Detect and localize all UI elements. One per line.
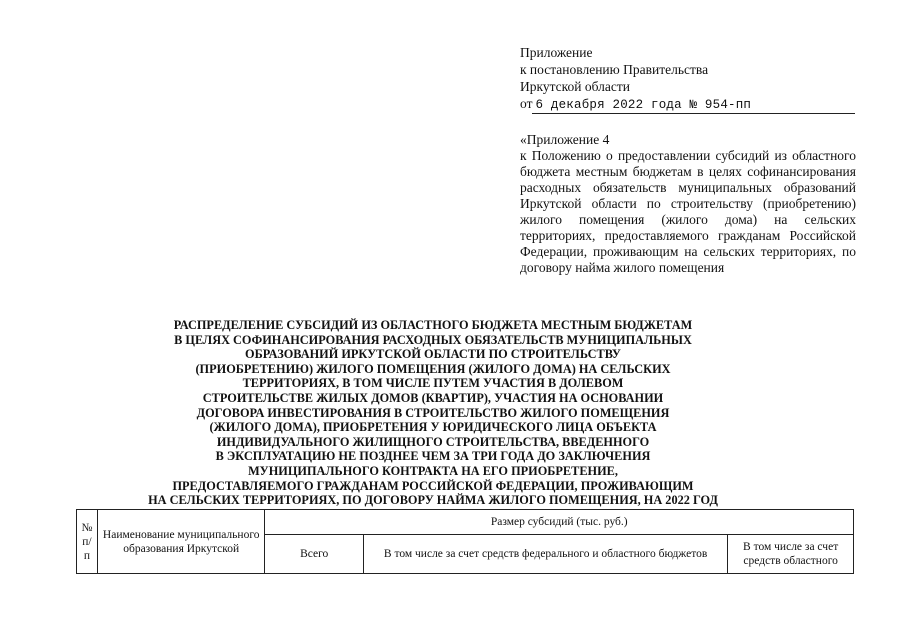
date-prefix: от [520, 96, 533, 111]
date-value: 6 декабря 2022 года № 954-пп [532, 98, 855, 114]
title-line: МУНИЦИПАЛЬНОГО КОНТРАКТА НА ЕГО ПРИОБРЕТЕНИЕ, [248, 463, 618, 478]
appendix-ref-text: к Положению о предоставлении субсидий из областного бюджета местным бюджетам в целях софинансирования расходных обязательств муниципальных образований Иркутской области по строительству (приобретению) жилого помещения (жилого дома) на сельских территориях, предоставляемого гражданам Российской Федерации, проживающим на сельских территориях, по договору найма жилого помещения [520, 148, 856, 275]
title-line: РАСПРЕДЕЛЕНИЕ СУБСИДИЙ ИЗ ОБЛАСТНОГО БЮДЖЕТА МЕСТНЫМ БЮДЖЕТАМ [173, 318, 693, 332]
approval-line-1: Приложение [520, 45, 593, 60]
header-total: Всего [265, 535, 363, 574]
title-line: (ПРИОБРЕТЕНИЮ) ЖИЛОГО ПОМЕЩЕНИЯ (ЖИЛОГО ДОМА) НА СЕЛЬСКИХ [195, 361, 671, 376]
approval-block [520, 44, 860, 114]
appendix-reference [520, 132, 856, 276]
header-subsidy-size: Размер субсидий (тыс. руб.) [265, 510, 854, 535]
approval-line-2: к постановлению Правительства [520, 62, 709, 77]
header-number: № п/п [77, 510, 98, 574]
title-line: ИНДИВИДУАЛЬНОГО ЖИЛИЩНОГО СТРОИТЕЛЬСТВА, ВВЕДЕННОГО [216, 434, 650, 449]
header-regional: В том числе за счет средств областного [728, 535, 854, 574]
approval-line-3: Иркутской области [520, 79, 631, 94]
title-line: (ЖИЛОГО ДОМА), ПРИОБРЕТЕНИЯ У ЮРИДИЧЕСКОГО ЛИЦА ОБЪЕКТА [209, 420, 657, 435]
title-line: ДОГОВОРА ИНВЕСТИРОВАНИЯ В СТРОИТЕЛЬСТВО ЖИЛОГО ПОМЕЩЕНИЯ [196, 405, 670, 420]
document-title [118, 318, 748, 508]
table-header-row [77, 510, 854, 535]
title-line: НА СЕЛЬСКИХ ТЕРРИТОРИЯХ, ПО ДОГОВОРУ НАЙМА ЖИЛОГО ПОМЕЩЕНИЯ, НА 2022 ГОД [148, 493, 718, 508]
title-line: ТЕРРИТОРИЯХ, В ТОМ ЧИСЛЕ ПУТЕМ УЧАСТИЯ В ДОЛЕВОМ [242, 376, 624, 391]
title-line: В ЭКСПЛУАТАЦИЮ НЕ ПОЗДНЕЕ ЧЕМ ЗА ТРИ ГОДА ДО ЗАКЛЮЧЕНИЯ [215, 449, 651, 464]
title-line: ПРЕДОСТАВЛЯЕМОГО ГРАЖДАНАМ РОССИЙСКОЙ ФЕДЕРАЦИИ, ПРОЖИВАЮЩИМ [172, 478, 694, 493]
appendix-ref-title: «Приложение 4 [520, 132, 610, 147]
title-line: В ЦЕЛЯХ СОФИНАНСИРОВАНИЯ РАСХОДНЫХ ОБЯЗАТЕЛЬСТВ МУНИЦИПАЛЬНЫХ [174, 332, 692, 347]
header-federal-regional: В том числе за счет средств федерального и областного бюджетов [363, 535, 727, 574]
header-municipality: Наименование муниципального образования Иркутской [97, 510, 265, 574]
subsidy-table [76, 509, 854, 574]
approval-date-line [520, 95, 860, 114]
title-line: СТРОИТЕЛЬСТВЕ ЖИЛЫХ ДОМОВ (КВАРТИР), УЧАСТИЯ НА ОСНОВАНИИ [202, 390, 664, 405]
title-line: ОБРАЗОВАНИЙ ИРКУТСКОЙ ОБЛАСТИ ПО СТРОИТЕЛЬСТВУ [245, 347, 621, 362]
